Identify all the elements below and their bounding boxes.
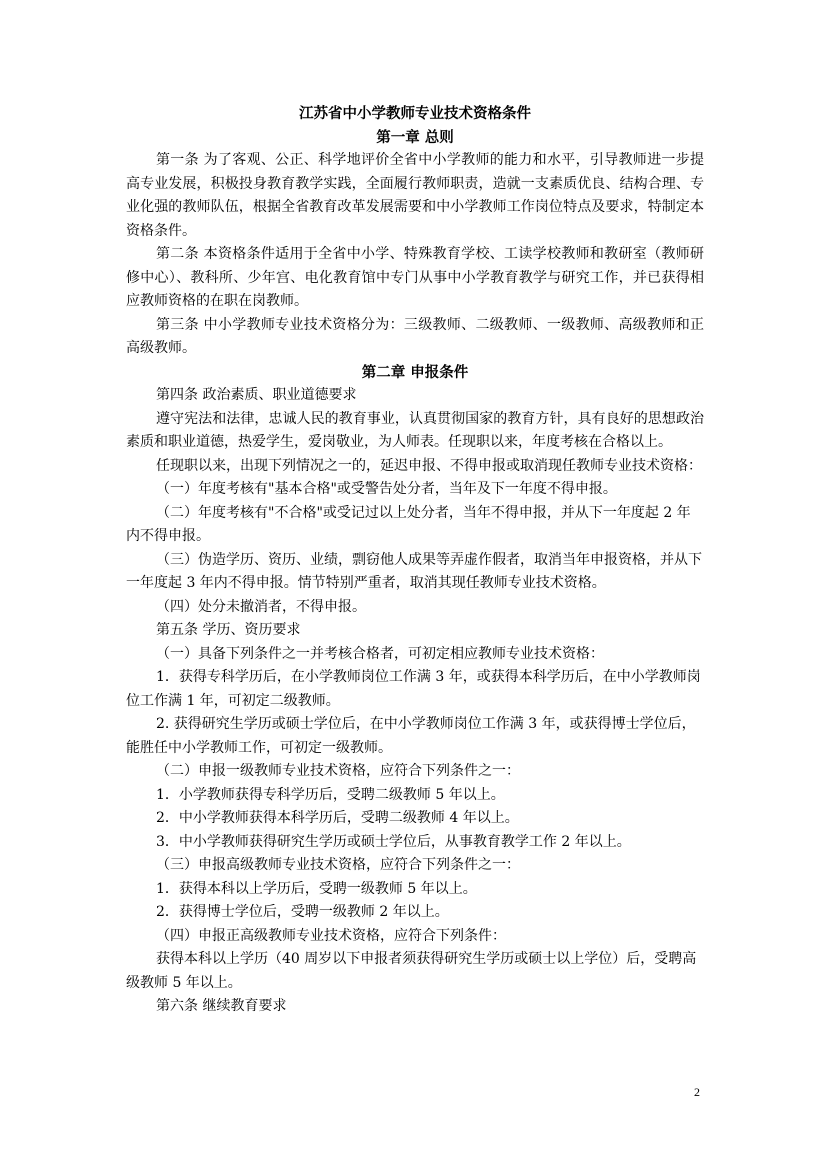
article-4-item-2: （二）年度考核有"不合格"或受记过以上处分者，当年不得申报，并从下一年度起 2 年内不得申报。	[126, 504, 691, 544]
article-5-section-3: （三）申报高级教师专业技术资格，应符合下列条件之一：	[156, 857, 520, 873]
article-4-item-3: （三）伪造学历、资历、业绩，剽窃他人成果等弄虚作假者，取消当年申报资格，并从下一年度起 3 年内不得申报。情节特别严重者，取消其现任教师专业技术资格。	[126, 551, 702, 591]
article-5-section-4: （四）申报正高级教师专业技术资格，应符合下列条件：	[156, 927, 506, 944]
article-5-heading: 第五条 学历、资历要求	[156, 622, 301, 638]
document-title: 江苏省中小学教师专业技术资格条件	[299, 105, 531, 122]
page-number: 2	[694, 1085, 700, 1099]
article-6-heading: 第六条 继续教育要求	[156, 998, 287, 1014]
article-4-heading: 第四条 政治素质、职业道德要求	[156, 387, 357, 403]
article-5-section-2-item-2: 2．中小学教师获得本科学历后，受聘二级教师 4 年以上。	[156, 810, 519, 826]
document-body	[126, 102, 704, 1019]
article-5-section-2-item-1: 1．小学教师获得专科学历后，受聘二级教师 5 年以上。	[156, 786, 505, 803]
article-5-section-2-item-3: 3．中小学教师获得研究生学历或硕士学位后，从事教育教学工作 2 年以上。	[156, 833, 631, 850]
article-5-section-3-item-2: 2．获得博士学位后，受聘一级教师 2 年以上。	[156, 904, 449, 920]
article-3: 第三条 中小学教师专业技术资格分为：三级教师、二级教师、一级教师、高级教师和正高级教师。	[126, 316, 704, 356]
chapter-heading-1: 第一章 总则	[376, 128, 454, 146]
article-5-section-2: （二）申报一级教师专业技术资格，应符合下列条件之一：	[156, 763, 520, 779]
article-4-item-1: （一）年度考核有"基本合格"或受警告处分者，当年及下一年度不得申报。	[156, 481, 617, 497]
article-2: 第二条 本资格条件适用于全省中小学、特殊教育学校、工读学校教师和教研室（教师研修中心）、教科所、少年宫、电化教育馆中专门从事中小学教育教学与研究工作，并已获得相应教师资格的在职在岗教师。	[126, 246, 704, 309]
article-5-section-1: （一）具备下列条件之一并考核合格者，可初定相应教师专业技术资格：	[156, 645, 604, 662]
article-5-section-1-item-1: 1．获得专科学历后，在小学教师岗位工作满 3 年，或获得本科学历后，在中小学教师岗位工作满 1 年，可初定二级教师。	[126, 669, 701, 709]
article-1: 第一条 为了客观、公正、科学地评价全省中小学教师的能力和水平，引导教师进一步提高专业发展，积极投身教育教学实践，全面履行教师职责，造就一支素质优良、结构合理、专业化强的教师队伍，根据全省教育改革发展需要和中小学教师工作岗位特点及要求，特制定本资格条件。	[126, 152, 704, 239]
article-4-paragraph-2: 任现职以来，出现下列情况之一的，延迟申报、不得申报或取消现任教师专业技术资格：	[156, 457, 702, 474]
article-5-section-1-item-2: 2. 获得研究生学历或硕士学位后，在中小学教师岗位工作满 3 年，或获得博士学位后，能胜任中小学教师工作，可初定一级教师。	[126, 716, 696, 756]
chapter-heading-2: 第二章 申报条件	[361, 363, 469, 381]
article-4-item-4: （四）处分未撤消者，不得申报。	[156, 598, 366, 615]
article-4-paragraph-1: 遵守宪法和法律，忠诚人民的教育事业，认真贯彻国家的教育方针，具有良好的思想政治素质和职业道德，热爱学生，爱岗敬业，为人师表。任现职以来，年度考核在合格以上。	[126, 410, 704, 450]
article-5-section-3-item-1: 1．获得本科以上学历后，受聘一级教师 5 年以上。	[156, 880, 477, 897]
article-5-section-4-item-1: 获得本科以上学历（40 周岁以下申报者须获得研究生学历或硕士以上学位）后，受聘高级教师 5 年以上。	[126, 951, 697, 991]
